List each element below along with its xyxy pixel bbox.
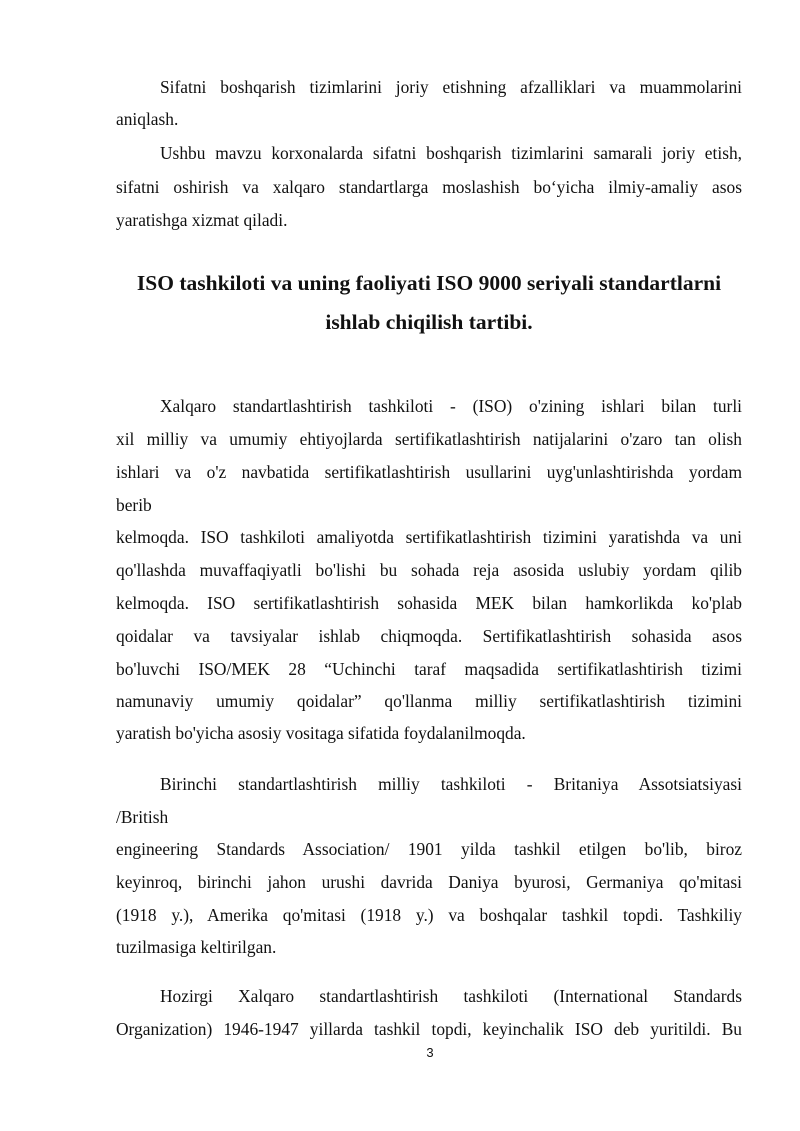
- section-heading-line-1: ISO tashkiloti va uning faoliyati ISO 9000 seriyali standartlarni: [136, 271, 722, 295]
- para1-line-9: bo'luvchi ISO/MEK 28 “Uchinchi taraf maqsadida sertifikatlashtirish tizimi: [116, 659, 742, 679]
- intro-line-4: sifatni oshirish va xalqaro standartlarga moslashish bo‘yicha ilmiy-amaliy asos: [116, 177, 742, 197]
- para1-line-5: kelmoqda. ISO tashkiloti amaliyotda sertifikatlashtirish tizimini yaratishda va uni: [116, 527, 742, 547]
- para2-line-6: tuzilmasiga keltirilgan.: [116, 937, 277, 957]
- para1-line-7: kelmoqda. ISO sertifikatlashtirish sohasida MEK bilan hamkorlikda ko'plab: [116, 593, 742, 613]
- para1-line-1: Xalqaro standartlashtirish tashkiloti - (ISO) o'zining ishlari bilan turli: [160, 396, 742, 416]
- para1-line-10: namunaviy umumiy qoidalar” qo'llanma milliy sertifikatlashtirish tizimini: [116, 691, 742, 711]
- para2-line-4: keyinroq, birinchi jahon urushi davrida Daniya byurosi, Germaniya qo'mitasi: [116, 872, 742, 892]
- para2-line-5: (1918 y.), Amerika qo'mitasi (1918 y.) va boshqalar tashkil topdi. Tashkiliy: [116, 905, 742, 925]
- para2-line-3: engineering Standards Association/ 1901 yilda tashkil etilgen bo'lib, biroz: [116, 839, 742, 859]
- para1-line-11: yaratish bo'yicha asosiy vositaga sifatida foydalanilmoqda.: [116, 723, 526, 743]
- page-number: 3: [426, 1045, 434, 1060]
- intro-line-3: Ushbu mavzu korxonalarda sifatni boshqarish tizimlarini samarali joriy etish,: [160, 143, 742, 163]
- section-heading-line-2: ishlab chiqilish tartibi.: [325, 310, 533, 334]
- para2-line-2: /British: [116, 807, 169, 827]
- para2-line-1: Birinchi standartlashtirish milliy tashkiloti - Britaniya Assotsiatsiyasi: [160, 774, 742, 794]
- para1-line-8: qoidalar va tavsiyalar ishlab chiqmoqda. Sertifikatlashtirish sohasida asos: [116, 626, 742, 646]
- para1-line-2: xil milliy va umumiy ehtiyojlarda sertifikatlashtirish natijalarini o'zaro tan olish: [116, 429, 742, 449]
- para3-line-1: Hozirgi Xalqaro standartlashtirish tashkiloti (International Standards: [160, 986, 742, 1006]
- intro-line-1: Sifatni boshqarish tizimlarini joriy etishning afzalliklari va muammolarini: [160, 77, 742, 97]
- intro-line-2: aniqlash.: [116, 109, 179, 129]
- para1-line-3: ishlari va o'z navbatida sertifikatlashtirish usullarini uyg'unlashtirishda yordam: [116, 462, 742, 482]
- para1-line-4: berib: [116, 495, 152, 515]
- para1-line-6: qo'llashda muvaffaqiyatli bo'lishi bu sohada reja asosida uslubiy yordam qilib: [116, 560, 742, 580]
- intro-line-5: yaratishga xizmat qiladi.: [116, 210, 288, 230]
- para3-line-2: Organization) 1946-1947 yillarda tashkil topdi, keyinchalik ISO deb yuritildi. Bu: [116, 1019, 742, 1039]
